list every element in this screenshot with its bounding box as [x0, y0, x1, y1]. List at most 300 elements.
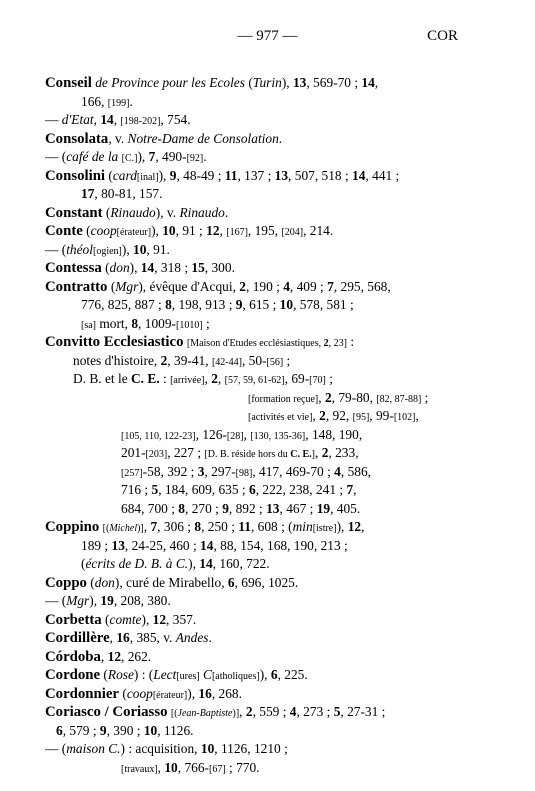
italic-text: min — [292, 519, 313, 534]
volume-number: 14 — [352, 167, 366, 183]
text: ), — [336, 519, 348, 534]
volume-number: 6 — [270, 667, 278, 682]
text: , 441 ; — [365, 167, 400, 183]
headword: Conseil — [45, 75, 92, 91]
italic-text: comte — [109, 611, 142, 627]
volume-number: 7 — [327, 278, 334, 294]
text: ( — [244, 75, 253, 90]
index-line — [45, 518, 465, 537]
bracket-note: [érateur] — [152, 689, 188, 701]
text: , — [318, 389, 325, 405]
text: , 195, — [247, 223, 282, 238]
volume-number: 6 — [227, 574, 235, 590]
text: , 417, 469-70 ; — [252, 463, 335, 479]
bracket-note: [Maison d'Etudes ecclésiastiques, — [186, 338, 324, 349]
index-line — [45, 481, 465, 500]
text: , 268. — [211, 685, 242, 701]
text: 189 ; — [81, 537, 112, 553]
bracket-note: [sa] — [81, 319, 96, 331]
text: ( — [100, 667, 108, 682]
index-line — [45, 685, 465, 704]
index-line — [45, 648, 465, 667]
volume-number: 13 — [274, 167, 289, 183]
index-line — [45, 352, 465, 371]
text: ( — [101, 260, 110, 275]
bracket-note: [1010] — [175, 319, 203, 331]
volume-number: 6 — [56, 722, 63, 738]
text: , 92, — [325, 408, 353, 423]
text: , v. — [108, 130, 128, 146]
volume-number: 19 — [100, 593, 114, 608]
italic-text: café de la — [66, 149, 119, 164]
italic-text: coop — [90, 223, 117, 238]
italic-text: d'Etat — [61, 112, 94, 127]
text: ), — [129, 260, 141, 275]
text: , 507, 518 ; — [288, 167, 353, 183]
text: , 297- — [204, 463, 236, 479]
index-line — [45, 130, 465, 149]
text: , 48-49 ; — [176, 167, 225, 183]
text: , 608 ; ( — [250, 519, 293, 534]
headword: Coriasco / Coriasso — [45, 704, 168, 720]
volume-number: 3 — [197, 463, 205, 479]
bracket-note: [257] — [121, 467, 143, 479]
text: — — [45, 112, 62, 127]
text: , 295, 568, — [333, 278, 391, 294]
text: , 357. — [166, 611, 197, 627]
bracket-note: [activités et vie] — [248, 412, 313, 423]
volume-number: 9 — [99, 722, 107, 738]
text: , 80-81, 157. — [94, 186, 163, 201]
volume-number: 2 — [319, 408, 326, 423]
text: , 490- — [155, 149, 187, 164]
bracket-note: [67] — [209, 763, 226, 775]
text: , 262. — [121, 648, 152, 664]
headword: Constant — [45, 204, 103, 221]
text: , 569-70 ; — [306, 75, 362, 90]
text: ( — [107, 278, 116, 294]
index-line — [45, 444, 465, 463]
bracket-note: )] — [232, 708, 240, 719]
headword: Coppino — [45, 519, 100, 535]
index-line — [45, 722, 465, 741]
text: 201- — [121, 445, 146, 460]
volume-number: 12 — [347, 519, 362, 534]
text: , — [415, 408, 419, 423]
text: , — [315, 445, 322, 460]
text: , 137 ; — [237, 167, 275, 183]
text: , 190 ; — [246, 278, 284, 294]
text: ( — [86, 574, 95, 590]
text: 716 ; — [121, 482, 152, 497]
text: ( — [119, 685, 127, 701]
text: , 766- — [177, 759, 209, 775]
text: , 79-80, — [331, 389, 377, 405]
text: , — [353, 482, 357, 497]
text: , 586, — [340, 463, 372, 479]
volume-number: 8 — [131, 315, 139, 331]
volume-number: 9 — [222, 500, 229, 516]
headword: Cordillère — [45, 630, 110, 646]
index-line — [45, 463, 465, 482]
bracket-note: [198-202] — [120, 116, 161, 127]
text: . — [203, 149, 207, 164]
bracket-note: [98] — [235, 467, 253, 479]
text: , — [361, 519, 365, 534]
bracket-note: [57, 59, 61-62] — [224, 375, 285, 386]
italic-text: Rose — [107, 667, 134, 682]
bracket-note: [105, 110, 122-23] — [121, 430, 196, 442]
bracket-note: [arrivée] — [170, 375, 205, 386]
text: , 126- — [195, 426, 227, 442]
headword: Córdoba — [45, 648, 101, 665]
headword: Cordonnier — [45, 685, 119, 702]
bracket-note: [203] — [145, 449, 168, 460]
text: 684, 700 ; — [121, 500, 179, 516]
text: , 270 ; — [185, 500, 223, 516]
text: ), v. — [155, 204, 180, 220]
text: , 467 ; — [279, 500, 317, 516]
text: 166, — [81, 93, 108, 109]
text: ; — [421, 389, 429, 405]
text: — ( — [45, 593, 67, 608]
text: , 559 ; — [252, 704, 290, 719]
index-line — [45, 666, 465, 685]
italic-text: de Province pour les Ecoles — [95, 75, 245, 90]
bracket-note: [ogien] — [92, 245, 122, 257]
index-line — [45, 296, 465, 315]
text: -58, 392 ; — [142, 463, 198, 479]
index-line — [45, 167, 465, 186]
volume-number: 9 — [169, 167, 177, 183]
headword: Conte — [45, 223, 83, 239]
text: ( — [105, 167, 113, 183]
volume-number: 7 — [346, 482, 354, 497]
index-line — [45, 278, 465, 297]
text: ), curé de Mirabello, — [114, 574, 228, 590]
running-head: COR — [427, 28, 458, 44]
text: ), — [187, 685, 199, 701]
text: , 225. — [277, 667, 308, 682]
bracket-note: [167] — [226, 227, 248, 238]
text: ), — [259, 667, 271, 682]
volume-number: 12 — [152, 611, 167, 627]
headword: Consolata — [45, 130, 109, 147]
bracket-note-bold: C. E. — [290, 449, 312, 460]
text: ( — [82, 223, 91, 238]
text: , 91 ; — [175, 223, 207, 238]
text: , 578, 581 ; — [293, 297, 354, 312]
bracket-note-italic: Jean-Baptiste — [177, 708, 233, 719]
text: , 409 ; — [289, 278, 328, 294]
italic-text: Notre-Dame de Consolation — [127, 130, 279, 146]
index-line — [45, 426, 465, 445]
volume-number: 12 — [206, 223, 220, 238]
volume-number: 2 — [245, 704, 253, 719]
volume-number: 5 — [151, 482, 159, 497]
text: , 1126. — [157, 722, 194, 738]
volume-number: 2 — [321, 445, 329, 460]
bracket-note: [ures] — [176, 671, 200, 682]
index-line — [45, 333, 465, 352]
volume-number: 2 — [324, 389, 332, 405]
text: D. B. et le — [73, 371, 132, 386]
text: , 579 ; — [62, 722, 100, 738]
text: ; — [325, 371, 333, 386]
text: : — [346, 334, 355, 349]
text: ( — [81, 556, 86, 571]
volume-number: 13 — [111, 537, 125, 553]
text: , — [113, 112, 121, 127]
index-line — [45, 500, 465, 519]
text: , 318 ; — [154, 260, 192, 275]
bracket-note: [C.] — [121, 153, 138, 164]
italic-text: Mgr — [115, 278, 139, 294]
bracket-note: [70] — [309, 375, 326, 386]
text: ), — [158, 167, 170, 183]
text: ( — [101, 611, 110, 627]
headword: Contratto — [45, 278, 108, 295]
text: , — [204, 371, 212, 386]
text: , — [157, 759, 165, 775]
text: , 250 ; — [201, 519, 239, 534]
text: — ( — [45, 741, 67, 756]
text: . — [208, 630, 212, 645]
text: , 405. — [330, 500, 361, 516]
index-line — [45, 740, 465, 759]
volume-number: 10 — [279, 297, 294, 312]
index-line — [45, 222, 465, 241]
headword: Corbetta — [45, 611, 102, 628]
text: ; — [283, 352, 291, 368]
text: , 390 ; — [106, 722, 144, 738]
bracket-note-italic: Michel — [109, 523, 138, 534]
text: , — [100, 648, 108, 664]
italic-text: don — [109, 260, 130, 275]
text: . — [278, 130, 283, 146]
volume-number: 8 — [165, 297, 172, 312]
bracket-note: [42-44] — [211, 356, 242, 368]
index-line — [45, 537, 465, 556]
volume-number: 15 — [191, 260, 205, 275]
text: , — [374, 75, 379, 90]
volume-number: 19 — [316, 500, 331, 516]
text: mort, — [96, 315, 132, 331]
index-line — [45, 629, 465, 648]
index-line — [45, 241, 465, 260]
text: , 88, 154, 168, 190, 213 ; — [213, 537, 348, 553]
text: , 227 ; — [167, 445, 205, 460]
index-line — [45, 407, 465, 426]
text: , — [93, 112, 101, 127]
italic-text: Andes — [175, 630, 209, 645]
text: , 1009- — [138, 315, 176, 331]
text: ), — [141, 611, 153, 627]
text: , 273 ; — [296, 704, 334, 719]
bracket-note: [204] — [281, 227, 304, 238]
volume-number: 5 — [333, 704, 341, 719]
bracket-note: [199] — [107, 97, 130, 109]
bracket-note: [82, 87-88] — [376, 393, 422, 405]
index-line — [45, 703, 465, 722]
index-line — [45, 592, 465, 611]
volume-number: 11 — [224, 167, 238, 183]
text: , — [109, 630, 117, 645]
text: ), — [188, 556, 200, 571]
index-line — [45, 148, 465, 167]
text: , 233, — [328, 445, 359, 460]
text: , 300. — [204, 260, 235, 275]
text: , 892 ; — [228, 500, 267, 516]
text: ) : ( — [133, 667, 154, 682]
volume-number: 8 — [178, 500, 185, 516]
text: ), — [137, 149, 149, 164]
volume-number: 4 — [334, 463, 341, 479]
volume-number: 2 — [211, 371, 218, 386]
text: , — [239, 704, 246, 719]
index-line — [45, 759, 465, 778]
text: , 222, 238, 241 ; — [255, 482, 347, 497]
volume-number: 10 — [200, 741, 215, 756]
bracket-note-bold: 2 — [323, 338, 329, 349]
italic-text: maison C. — [66, 741, 121, 756]
text: , — [312, 408, 320, 423]
bracket-note: [travaux] — [121, 763, 158, 775]
text: ), — [89, 593, 101, 608]
index-line — [45, 185, 465, 204]
text: , 184, 609, 635 ; — [158, 482, 249, 497]
index-line — [45, 259, 465, 278]
text: — ( — [45, 149, 67, 164]
volume-number: 10 — [143, 722, 158, 738]
index-line — [45, 93, 465, 112]
volume-number: C. E. — [131, 371, 160, 386]
volume-number: 17 — [81, 186, 95, 201]
bracket-note: [( — [170, 708, 178, 719]
headword: Contessa — [45, 260, 102, 276]
bracket-note: [102] — [393, 412, 416, 423]
volume-number: 13 — [292, 75, 307, 90]
bracket-note: [( — [102, 523, 110, 534]
volume-number: 7 — [150, 519, 158, 534]
volume-number: 10 — [133, 241, 147, 257]
text: , — [143, 519, 151, 534]
volume-number: 4 — [283, 278, 290, 294]
headword: Convitto Ecclesiastico — [45, 334, 184, 350]
index-line — [45, 389, 465, 408]
text: , 160, 722. — [212, 556, 270, 571]
page-number: — 977 — — [237, 28, 298, 44]
bracket-note: ] — [311, 449, 315, 460]
italic-text: card — [112, 167, 137, 183]
text: , 39-41, — [167, 352, 212, 368]
volume-number: 14 — [100, 112, 114, 127]
bracket-note: [istre] — [312, 523, 337, 534]
text: 776, 825, 887 ; — [81, 297, 166, 312]
italic-text: théol — [66, 241, 93, 257]
text: : — [159, 371, 171, 386]
volume-number: 14 — [200, 537, 214, 553]
text: ), — [281, 75, 293, 90]
text: , 696, 1025. — [234, 574, 299, 590]
bracket-note: [formation reçue] — [248, 393, 319, 405]
volume-number: 14 — [140, 260, 155, 275]
bracket-note: [érateur] — [116, 227, 152, 238]
text: , — [217, 371, 225, 386]
bracket-note: [atholiques] — [211, 671, 260, 682]
volume-number: 16 — [198, 685, 212, 701]
text: , 69- — [284, 371, 310, 386]
text: , 1126, 1210 ; — [214, 741, 288, 756]
bracket-note: [92] — [186, 153, 204, 164]
volume-number: 6 — [248, 482, 256, 497]
italic-text: C — [203, 667, 212, 682]
bracket-note: , 23] — [328, 338, 347, 349]
volume-number: 9 — [235, 297, 243, 312]
text: , 99- — [369, 408, 394, 423]
text: , 91. — [146, 241, 170, 257]
italic-text: coop — [126, 685, 153, 701]
text: ), — [151, 223, 163, 238]
volume-number: 14 — [361, 75, 375, 90]
bracket-note: )] — [137, 523, 144, 534]
text: , 754. — [160, 112, 191, 127]
volume-number: 7 — [148, 149, 156, 164]
text: ) : acquisition, — [120, 741, 201, 756]
text: ), évêque d'Acqui, — [138, 278, 240, 294]
index-line — [45, 370, 465, 389]
volume-number: 10 — [162, 223, 176, 238]
italic-text: Lect — [153, 667, 177, 682]
text: , 148, 190, — [305, 426, 363, 442]
text: , 198, 913 ; — [171, 297, 236, 312]
italic-text: Mgr — [66, 593, 90, 608]
headword: Coppo — [45, 574, 87, 591]
page-header — [0, 28, 535, 48]
index-line — [45, 111, 465, 130]
volume-number: 4 — [289, 704, 297, 719]
text: . — [224, 204, 229, 220]
index-line — [45, 574, 465, 593]
volume-number: 10 — [164, 759, 178, 775]
text: ; — [202, 315, 210, 331]
italic-text: écrits de D. B. à C. — [85, 556, 189, 571]
volume-number: 11 — [238, 519, 251, 534]
index-line — [45, 315, 465, 334]
text: , 214. — [303, 223, 334, 238]
italic-text: don — [94, 574, 115, 590]
text: , — [243, 426, 251, 442]
italic-text: Rinaudo — [110, 204, 156, 220]
volume-number: 13 — [266, 500, 280, 516]
text: ( — [102, 204, 111, 220]
bracket-note: [56] — [266, 356, 284, 368]
volume-number: 14 — [199, 556, 213, 571]
volume-number: 2 — [160, 352, 168, 368]
text: , 615 ; — [242, 297, 280, 312]
index-entries — [45, 74, 465, 777]
bracket-note: [95] — [352, 412, 370, 423]
text: , — [219, 223, 227, 238]
volume-number: 8 — [194, 519, 202, 534]
text: ), — [121, 241, 134, 257]
index-line — [45, 611, 465, 630]
bracket-note: [130, 135-36] — [250, 430, 306, 442]
headword: Consolini — [45, 167, 106, 184]
text: , 385, v. — [129, 630, 176, 645]
volume-number: 16 — [116, 630, 130, 645]
bracket-note: [28] — [226, 430, 244, 442]
